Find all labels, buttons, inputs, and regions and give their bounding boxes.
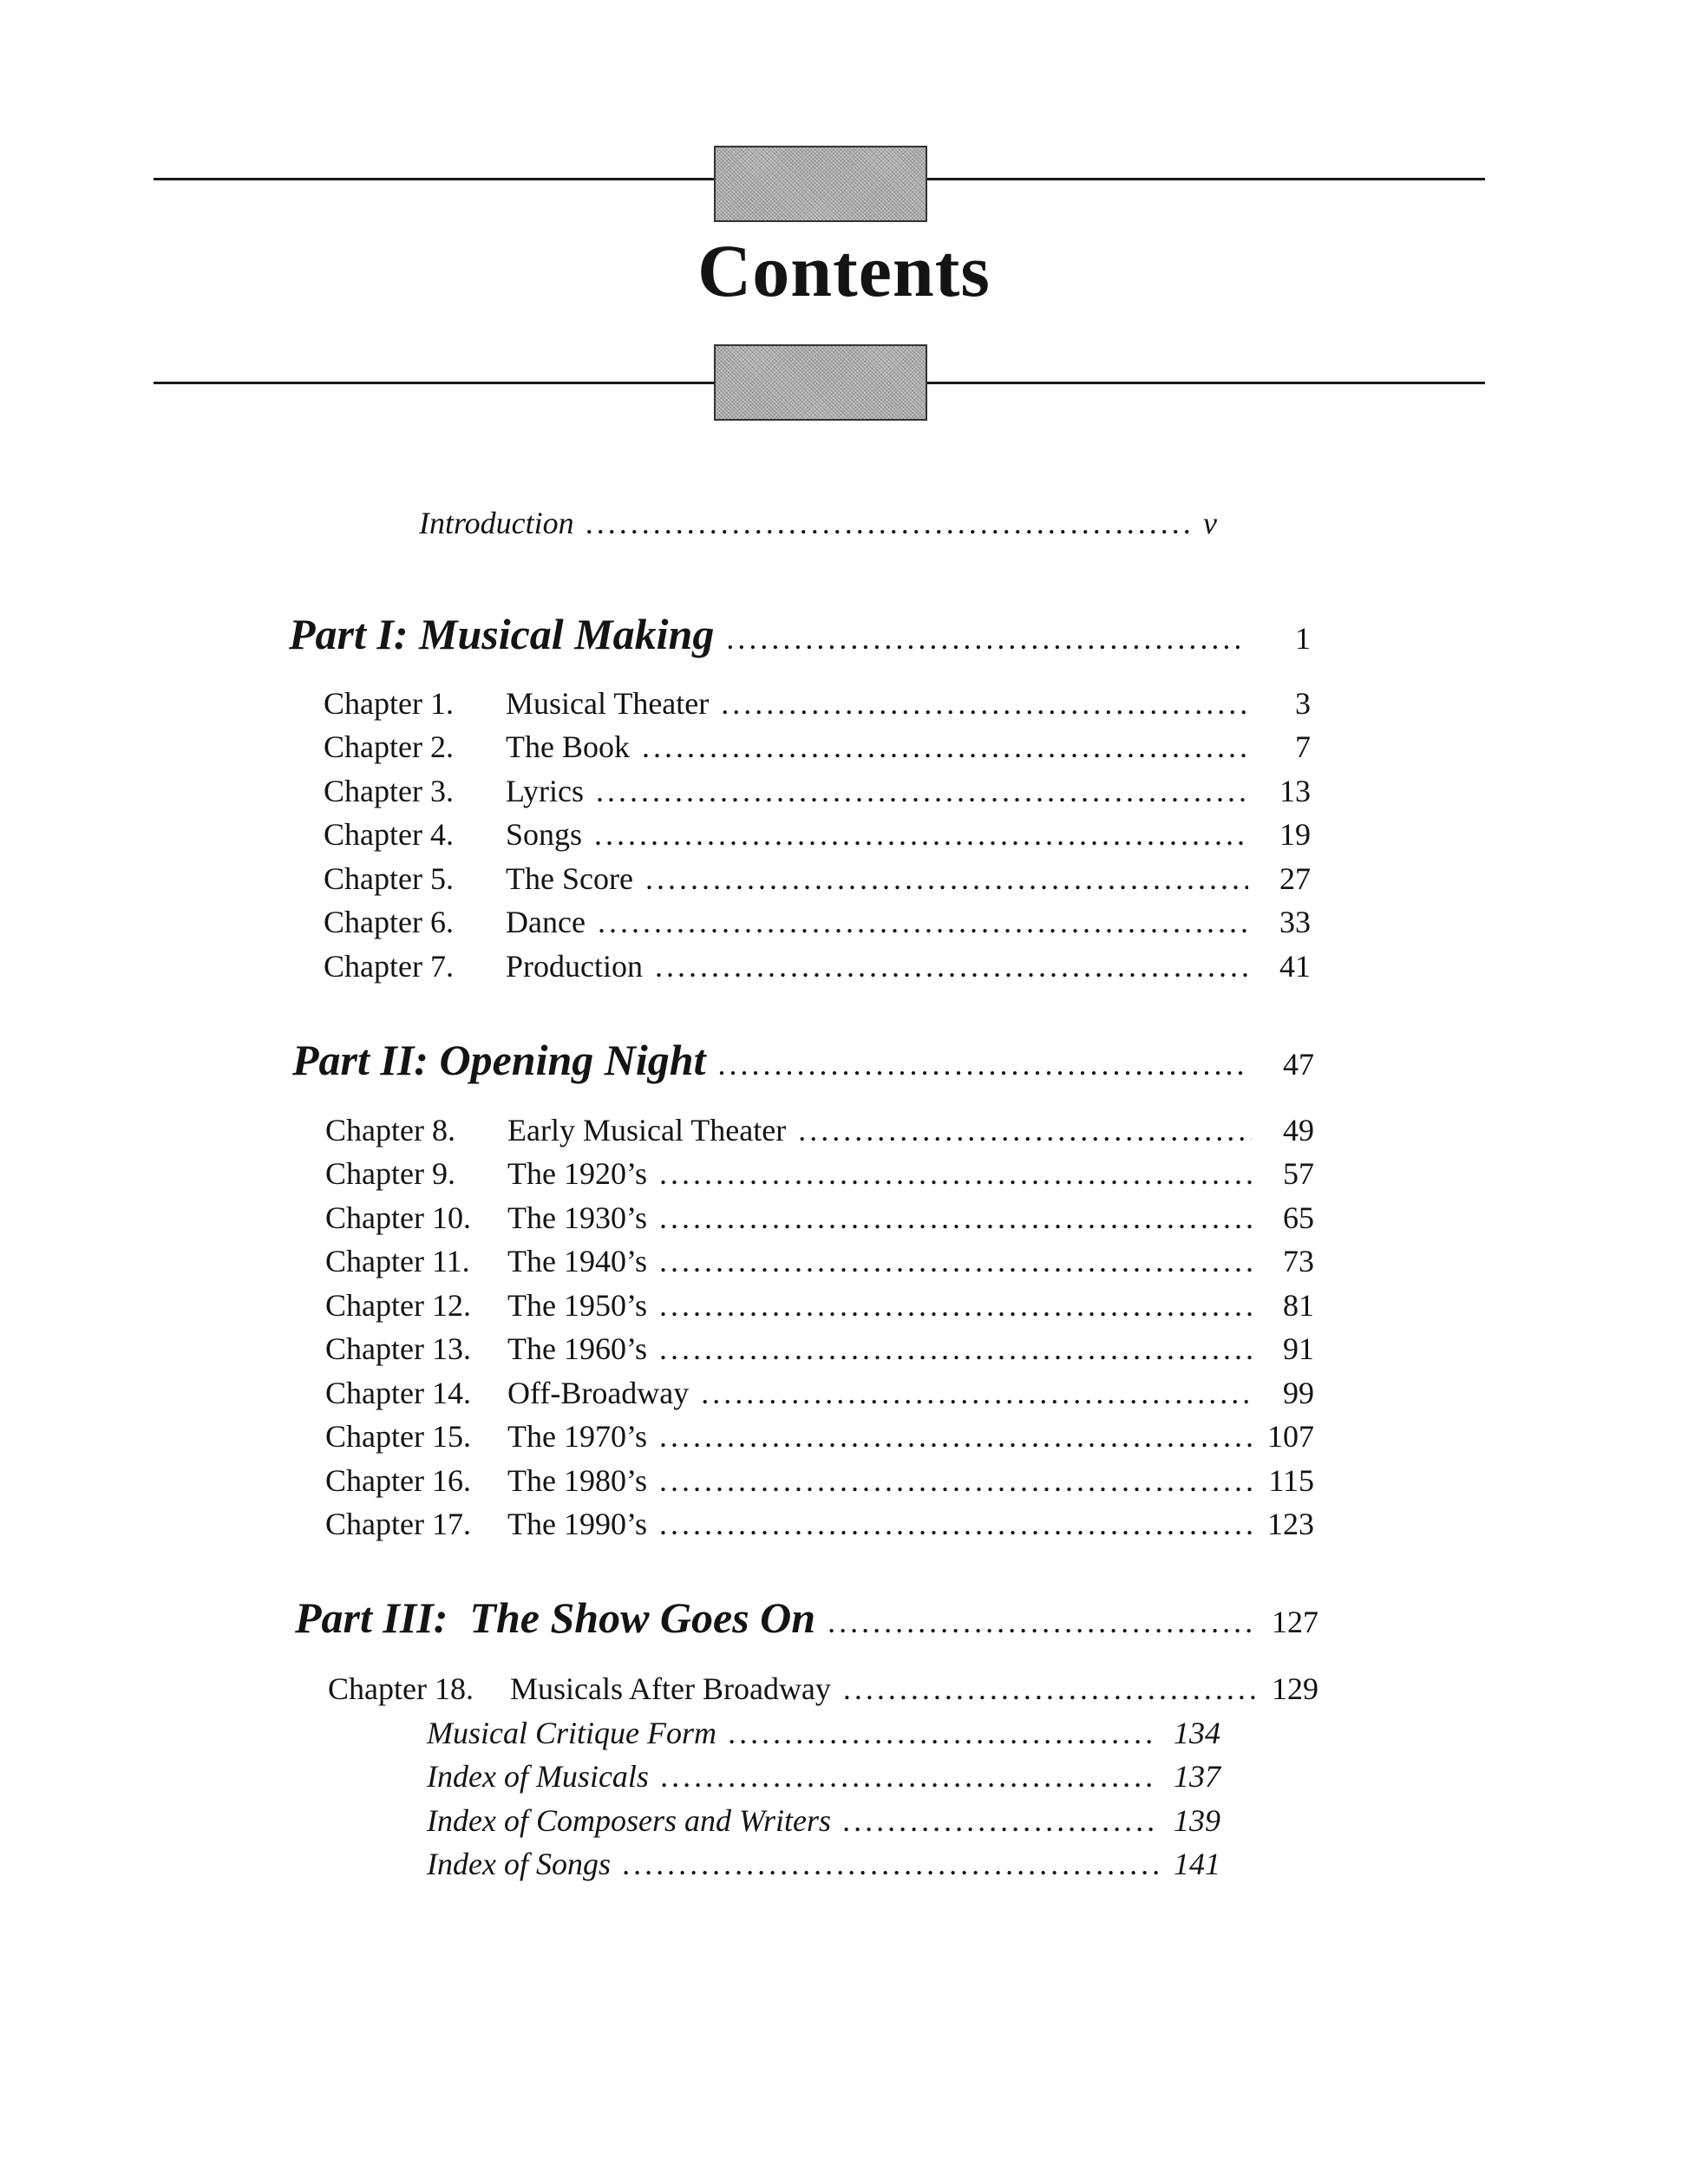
toc-chapter-title: Musicals After Broadway (510, 1671, 831, 1706)
toc-leader-dots (717, 1046, 1250, 1082)
toc-leader-dots (598, 904, 1248, 940)
toc-chapter-number: Chapter 2. (324, 729, 454, 764)
toc-leader-dots (659, 1243, 1252, 1279)
toc-back-matter-row[interactable] (427, 1715, 1220, 1751)
toc-leader-dots (645, 860, 1248, 897)
toc-chapter-row[interactable] (324, 904, 1311, 940)
toc-chapter-row[interactable] (328, 1671, 1318, 1707)
toc-chapter-title: The 1940’s (507, 1244, 647, 1278)
toc-entry-title: Index of Musicals (427, 1759, 649, 1794)
toc-leader-dots (659, 1418, 1252, 1455)
toc-chapter-title: The 1990’s (507, 1507, 647, 1541)
toc-chapter-title: Musical Theater (506, 686, 710, 721)
toc-page-number: 73 (1283, 1244, 1314, 1278)
toc-page-number: 1 (1295, 621, 1311, 656)
toc-page-number: 7 (1295, 729, 1311, 764)
toc-part-heading[interactable] (292, 1035, 1314, 1085)
toc-chapter-number: Chapter 13. (325, 1331, 471, 1366)
toc-chapter-title: Lyrics (506, 774, 584, 808)
toc-page-number: 13 (1279, 774, 1311, 808)
toc-page-number: 49 (1283, 1113, 1314, 1148)
toc-page-number: 47 (1283, 1047, 1314, 1082)
toc-chapter-row[interactable] (325, 1200, 1314, 1236)
toc-page-number: 27 (1279, 861, 1311, 896)
toc-leader-dots (701, 1375, 1252, 1411)
toc-part-title: Part I: Musical Making (289, 610, 715, 658)
toc-back-matter-row[interactable] (427, 1758, 1220, 1795)
toc-part-title: Part II: Opening Night (292, 1036, 706, 1084)
toc-chapter-title: The 1950’s (507, 1288, 647, 1323)
toc-page-number: v (1203, 506, 1217, 540)
toc-back-matter-row[interactable] (427, 1846, 1220, 1882)
toc-leader-dots (655, 948, 1248, 984)
toc-introduction[interactable] (419, 505, 1217, 541)
toc-leader-dots (659, 1200, 1252, 1236)
toc-chapter-row[interactable] (325, 1418, 1314, 1455)
toc-page-number: 99 (1283, 1376, 1314, 1410)
toc-entry-title: Introduction (419, 506, 574, 540)
toc-chapter-row[interactable] (325, 1287, 1314, 1324)
toc-leader-dots (659, 1331, 1252, 1367)
toc-part-title: Part III: The Show Goes On (295, 1593, 816, 1642)
toc-page-number: 115 (1268, 1463, 1314, 1498)
toc-chapter-title: Off-Broadway (507, 1376, 690, 1410)
toc-chapter-row[interactable] (325, 1375, 1314, 1411)
toc-page-number: 127 (1272, 1605, 1318, 1639)
toc-part-heading[interactable] (289, 609, 1311, 659)
toc-chapter-row[interactable] (324, 685, 1311, 722)
toc-page-number: 81 (1283, 1288, 1314, 1323)
toc-chapter-number: Chapter 17. (325, 1507, 471, 1541)
toc-chapter-number: Chapter 9. (325, 1156, 455, 1191)
toc-chapter-row[interactable] (324, 816, 1311, 853)
toc-chapter-title: Production (506, 949, 643, 984)
toc-chapter-title: The 1980’s (507, 1463, 647, 1498)
toc-chapter-row[interactable] (324, 773, 1311, 809)
toc-page-number: 19 (1279, 817, 1311, 852)
toc-leader-dots (659, 1155, 1252, 1192)
toc-leader-dots (642, 729, 1248, 765)
toc-page-number: 129 (1272, 1671, 1318, 1706)
toc-chapter-row[interactable] (325, 1506, 1314, 1542)
toc-page-number: 134 (1174, 1716, 1220, 1750)
toc-chapter-number: Chapter 6. (324, 905, 454, 939)
toc-page-number: 91 (1283, 1331, 1314, 1366)
toc-leader-dots (843, 1671, 1256, 1707)
toc-page-number: 141 (1174, 1847, 1220, 1881)
toc-chapter-number: Chapter 16. (325, 1463, 471, 1498)
toc-entry-title: Index of Composers and Writers (427, 1803, 831, 1838)
toc-chapter-number: Chapter 12. (325, 1288, 471, 1323)
page-title: Contents (697, 229, 991, 312)
toc-chapter-number: Chapter 18. (328, 1671, 474, 1706)
toc-leader-dots (659, 1506, 1252, 1542)
toc-page-number: 57 (1283, 1156, 1314, 1191)
toc-back-matter-row[interactable] (427, 1802, 1220, 1839)
toc-chapter-row[interactable] (324, 948, 1311, 984)
toc-page-number: 137 (1174, 1759, 1220, 1794)
toc-leader-dots (596, 773, 1248, 809)
toc-chapter-title: Early Musical Theater (507, 1113, 787, 1148)
toc-chapter-row[interactable] (325, 1243, 1314, 1279)
toc-leader-dots (659, 1462, 1252, 1499)
toc-chapter-number: Chapter 8. (325, 1113, 455, 1148)
toc-page-number: 139 (1174, 1803, 1220, 1838)
toc-chapter-row[interactable] (325, 1112, 1314, 1148)
toc-chapter-title: The 1960’s (507, 1331, 647, 1366)
toc-chapter-number: Chapter 5. (324, 861, 454, 896)
toc-chapter-title: Dance (506, 905, 586, 939)
toc-page-number: 3 (1295, 686, 1311, 721)
toc-chapter-row[interactable] (324, 860, 1311, 897)
toc-chapter-number: Chapter 14. (325, 1376, 471, 1410)
toc-chapter-title: The 1970’s (507, 1419, 647, 1454)
toc-leader-dots (659, 1287, 1252, 1324)
toc-chapter-row[interactable] (324, 729, 1311, 765)
toc-chapter-number: Chapter 11. (325, 1244, 470, 1278)
toc-leader-dots (586, 505, 1191, 541)
toc-chapter-row[interactable] (325, 1462, 1314, 1499)
toc-chapter-title: The 1920’s (507, 1156, 647, 1191)
toc-leader-dots (828, 1604, 1254, 1640)
toc-chapter-row[interactable] (325, 1331, 1314, 1367)
toc-leader-dots (623, 1846, 1158, 1882)
toc-chapter-number: Chapter 1. (324, 686, 454, 721)
toc-leader-dots (661, 1758, 1158, 1795)
toc-page-number: 107 (1267, 1419, 1314, 1454)
toc-chapter-number: Chapter 7. (324, 949, 454, 984)
toc-chapter-title: The Score (506, 861, 633, 896)
toc-leader-dots (843, 1802, 1158, 1839)
toc-page-number: 65 (1283, 1200, 1314, 1235)
toc-chapter-number: Chapter 10. (325, 1200, 471, 1235)
toc-chapter-number: Chapter 15. (325, 1419, 471, 1454)
toc-leader-dots (721, 685, 1248, 722)
toc-chapter-title: The Book (506, 729, 630, 764)
toc-page-number: 123 (1267, 1507, 1314, 1541)
toc-chapter-number: Chapter 4. (324, 817, 454, 852)
toc-chapter-row[interactable] (325, 1155, 1314, 1192)
toc-chapter-number: Chapter 3. (324, 774, 454, 808)
toc-chapter-title: Songs (506, 817, 583, 852)
bottom-shaded-block (714, 344, 927, 421)
top-shaded-block (714, 146, 927, 222)
toc-page-number: 41 (1279, 949, 1311, 984)
toc-part-heading[interactable] (295, 1592, 1318, 1643)
toc-chapter-title: The 1930’s (507, 1200, 647, 1235)
toc-entry-title: Musical Critique Form (427, 1716, 716, 1750)
toc-leader-dots (594, 816, 1248, 853)
toc-page-number: 33 (1279, 905, 1311, 939)
toc-entry-title: Index of Songs (427, 1847, 611, 1881)
toc-leader-dots (798, 1112, 1252, 1148)
toc-leader-dots (726, 620, 1246, 657)
toc-leader-dots (729, 1715, 1158, 1751)
